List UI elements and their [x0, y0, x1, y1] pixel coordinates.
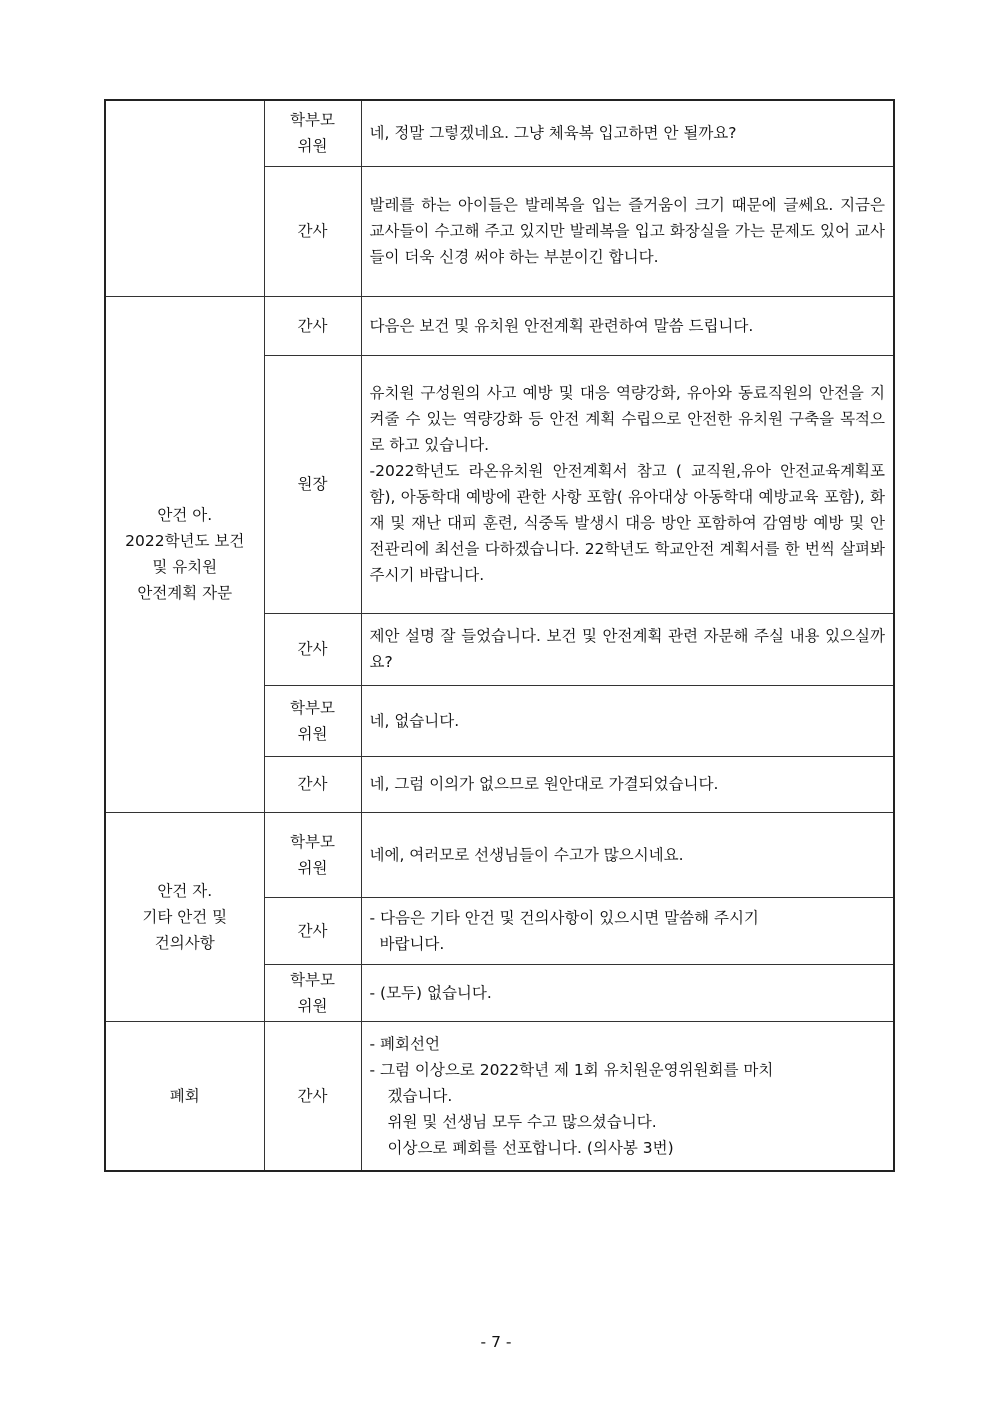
content-cell	[361, 1021, 894, 1171]
content-cell: 발레를 하는 아이들은 발레복을 입는 즐거움이 크기 때문에 글쎄요. 지금은 교사들이 수고해 주고 있지만 발레복을 입고 화장실을 가는 문제도 있어 교사들이 더욱 신경 써야 하는 부분이긴 합니다.	[361, 166, 894, 296]
agenda-cell	[105, 812, 264, 1021]
content-line: 위원 및 선생님 모두 수고 많으셨습니다.	[387, 1112, 657, 1131]
agenda-title: 안전계획 자문	[137, 584, 233, 602]
table-row	[105, 812, 894, 897]
agenda-title: 안건 아.	[157, 506, 213, 524]
agenda-title: 및 유치원	[152, 558, 218, 576]
speaker-cell: 간사	[264, 897, 361, 964]
agenda-title: 안건 자.	[157, 881, 213, 900]
speaker-cell	[264, 685, 361, 756]
content-paragraph: 유치원 구성원의 사고 예방 및 대응 역량강화, 유아와 동료직원의 안전을 지켜줄 수 있는 역량강화 등 안전 계획 수립으로 안전한 유치원 구축을 목적으로 하고 있습니다.	[369, 384, 885, 454]
speaker-label: 학부모	[290, 832, 335, 851]
speaker-label: 위원	[297, 137, 328, 156]
agenda-cell	[105, 296, 264, 812]
speaker-cell	[264, 964, 361, 1021]
table-row	[105, 1021, 894, 1171]
content-line: - 그럼 이상으로 2022학년 제 1회 유치원운영위원회를 마치	[369, 1060, 774, 1079]
speaker-cell	[264, 100, 361, 166]
content-cell: 네, 그럼 이의가 없으므로 원안대로 가결되었습니다.	[361, 756, 894, 812]
content-cell: 네에, 여러모로 선생님들이 수고가 많으시네요.	[361, 812, 894, 897]
content-line: 바랍니다.	[379, 934, 445, 953]
agenda-title: 2022학년도 보건	[125, 532, 245, 550]
content-paragraph: -2022학년도 라온유치원 안전계획서 참고 ( 교직원,유아 안전교육계획포함), 아동학대 예방에 관한 사항 포함( 유아대상 아동학대 예방교육 포함), 화재 및 재난 대피 훈련, 식중독 발생시 대응 방안 포함하여 감염방 예방 및 안전관리에 최선을 다하겠습니다. 22학년도 학교안전 계획서를 한 번씩 살펴봐 주시기 바랍니다.	[369, 462, 885, 584]
content-cell: 제안 설명 잘 들었습니다. 보건 및 안전계획 관련 자문해 주실 내용 있으실까요?	[361, 613, 894, 685]
speaker-label: 위원	[297, 996, 328, 1015]
speaker-label: 학부모	[290, 698, 335, 717]
speaker-label: 학부모	[290, 970, 335, 989]
page-number: - 7 -	[480, 1333, 512, 1351]
content-cell: - (모두) 없습니다.	[361, 964, 894, 1021]
speaker-label: 학부모	[290, 111, 335, 130]
table-row	[105, 296, 894, 355]
content-cell	[361, 355, 894, 613]
agenda-cell-continued	[105, 100, 264, 296]
content-cell: 네, 정말 그렇겠네요. 그냥 체육복 입고하면 안 될까요?	[361, 100, 894, 166]
content-cell: 네, 없습니다.	[361, 685, 894, 756]
content-line: 겠습니다.	[387, 1086, 453, 1105]
speaker-label: 위원	[297, 858, 328, 877]
agenda-title: 기타 안건 및	[142, 907, 228, 926]
speaker-cell: 간사	[264, 296, 361, 355]
speaker-cell: 간사	[264, 613, 361, 685]
content-line: - 폐회선언	[369, 1034, 440, 1053]
content-line: 이상으로 폐회를 선포합니다. (의사봉 3번)	[387, 1138, 674, 1157]
speaker-label: 위원	[297, 724, 328, 743]
content-line: - 다음은 기타 안건 및 건의사항이 있으시면 말씀해 주시기	[369, 908, 759, 927]
speaker-cell	[264, 812, 361, 897]
agenda-title: 건의사항	[154, 933, 215, 952]
speaker-cell: 간사	[264, 166, 361, 296]
content-cell	[361, 897, 894, 964]
speaker-cell: 원장	[264, 355, 361, 613]
minutes-table	[104, 99, 895, 1172]
speaker-cell: 간사	[264, 756, 361, 812]
speaker-cell: 간사	[264, 1021, 361, 1171]
table-row	[105, 100, 894, 166]
content-cell: 다음은 보건 및 유치원 안전계획 관련하여 말씀 드립니다.	[361, 296, 894, 355]
agenda-cell: 폐회	[105, 1021, 264, 1171]
